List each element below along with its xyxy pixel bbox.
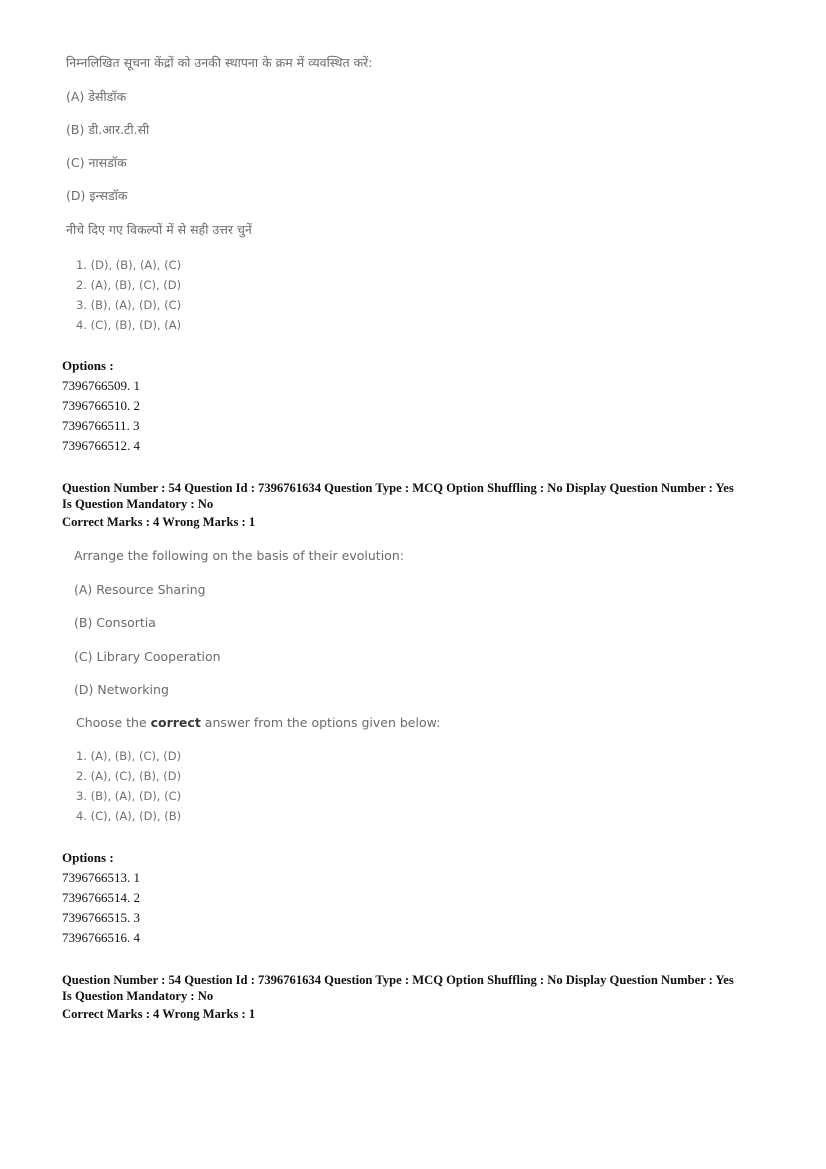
question-2-choice: 3. (B), (A), (D), (C) — [76, 789, 182, 803]
question-1-instruction: नीचे दिए गए विकल्पों में से सही उत्तर चुनें — [66, 222, 252, 237]
question-1-choice: 4. (C), (B), (D), (A) — [76, 318, 182, 332]
question-info-line: Question Number : 54 Question Id : 7396761634 Question Type : MCQ Option Shuffling : No Display Question Number : Yes — [62, 973, 734, 987]
option-row: 7396766510. 2 — [62, 398, 140, 413]
options-block-2 — [62, 848, 140, 948]
question-2-instruction — [76, 715, 440, 730]
question-2-choice: 2. (A), (C), (B), (D) — [76, 769, 182, 783]
option-row: 7396766515. 3 — [62, 910, 140, 925]
question-1-choice: 1. (D), (B), (A), (C) — [76, 258, 182, 272]
option-row: 7396766513. 1 — [62, 870, 140, 885]
question-1-choice: 3. (B), (A), (D), (C) — [76, 298, 182, 312]
question-1-stem: निम्नलिखित सूचना केंद्रों को उनकी स्थापना के क्रम में व्यवस्थित करें: — [66, 55, 373, 70]
mandatory-line: Is Question Mandatory : No — [62, 497, 214, 511]
option-row: 7396766511. 3 — [62, 418, 140, 433]
option-row: 7396766514. 2 — [62, 890, 140, 905]
options-label: Options : — [62, 850, 114, 865]
marks-line: Correct Marks : 4 Wrong Marks : 1 — [62, 1007, 256, 1021]
question-2-item-c: (C) Library Cooperation — [74, 649, 221, 664]
question-header-2 — [62, 972, 782, 1022]
question-1-choices — [76, 255, 181, 335]
options-label: Options : — [62, 358, 114, 373]
question-1-item-b: (B) डी.आर.टी.सी — [66, 122, 150, 137]
instruction-text: Choose the — [76, 715, 151, 730]
question-1-item-c: (C) नासडॉक — [66, 155, 127, 170]
question-2-choices — [76, 746, 181, 826]
question-1-choice: 2. (A), (B), (C), (D) — [76, 278, 182, 292]
question-1-item-a: (A) डेसीडॉक — [66, 89, 127, 104]
question-2-choice: 4. (C), (A), (D), (B) — [76, 809, 182, 823]
question-2-item-a: (A) Resource Sharing — [74, 582, 206, 597]
question-header-1 — [62, 480, 782, 530]
option-row: 7396766509. 1 — [62, 378, 140, 393]
marks-line: Correct Marks : 4 Wrong Marks : 1 — [62, 515, 256, 529]
question-2-stem: Arrange the following on the basis of their evolution: — [74, 548, 404, 563]
instruction-text: answer from the options given below: — [200, 715, 441, 730]
question-2-choice: 1. (A), (B), (C), (D) — [76, 749, 182, 763]
option-row: 7396766516. 4 — [62, 930, 140, 945]
instruction-emphasis: correct — [150, 715, 201, 730]
question-2-item-b: (B) Consortia — [74, 615, 156, 630]
options-block-1 — [62, 356, 140, 456]
mandatory-line: Is Question Mandatory : No — [62, 989, 214, 1003]
question-2-item-d: (D) Networking — [74, 682, 169, 697]
option-row: 7396766512. 4 — [62, 438, 140, 453]
question-info-line: Question Number : 54 Question Id : 7396761634 Question Type : MCQ Option Shuffling : No Display Question Number : Yes — [62, 481, 734, 495]
question-1-item-d: (D) इन्सडॉक — [66, 188, 128, 203]
